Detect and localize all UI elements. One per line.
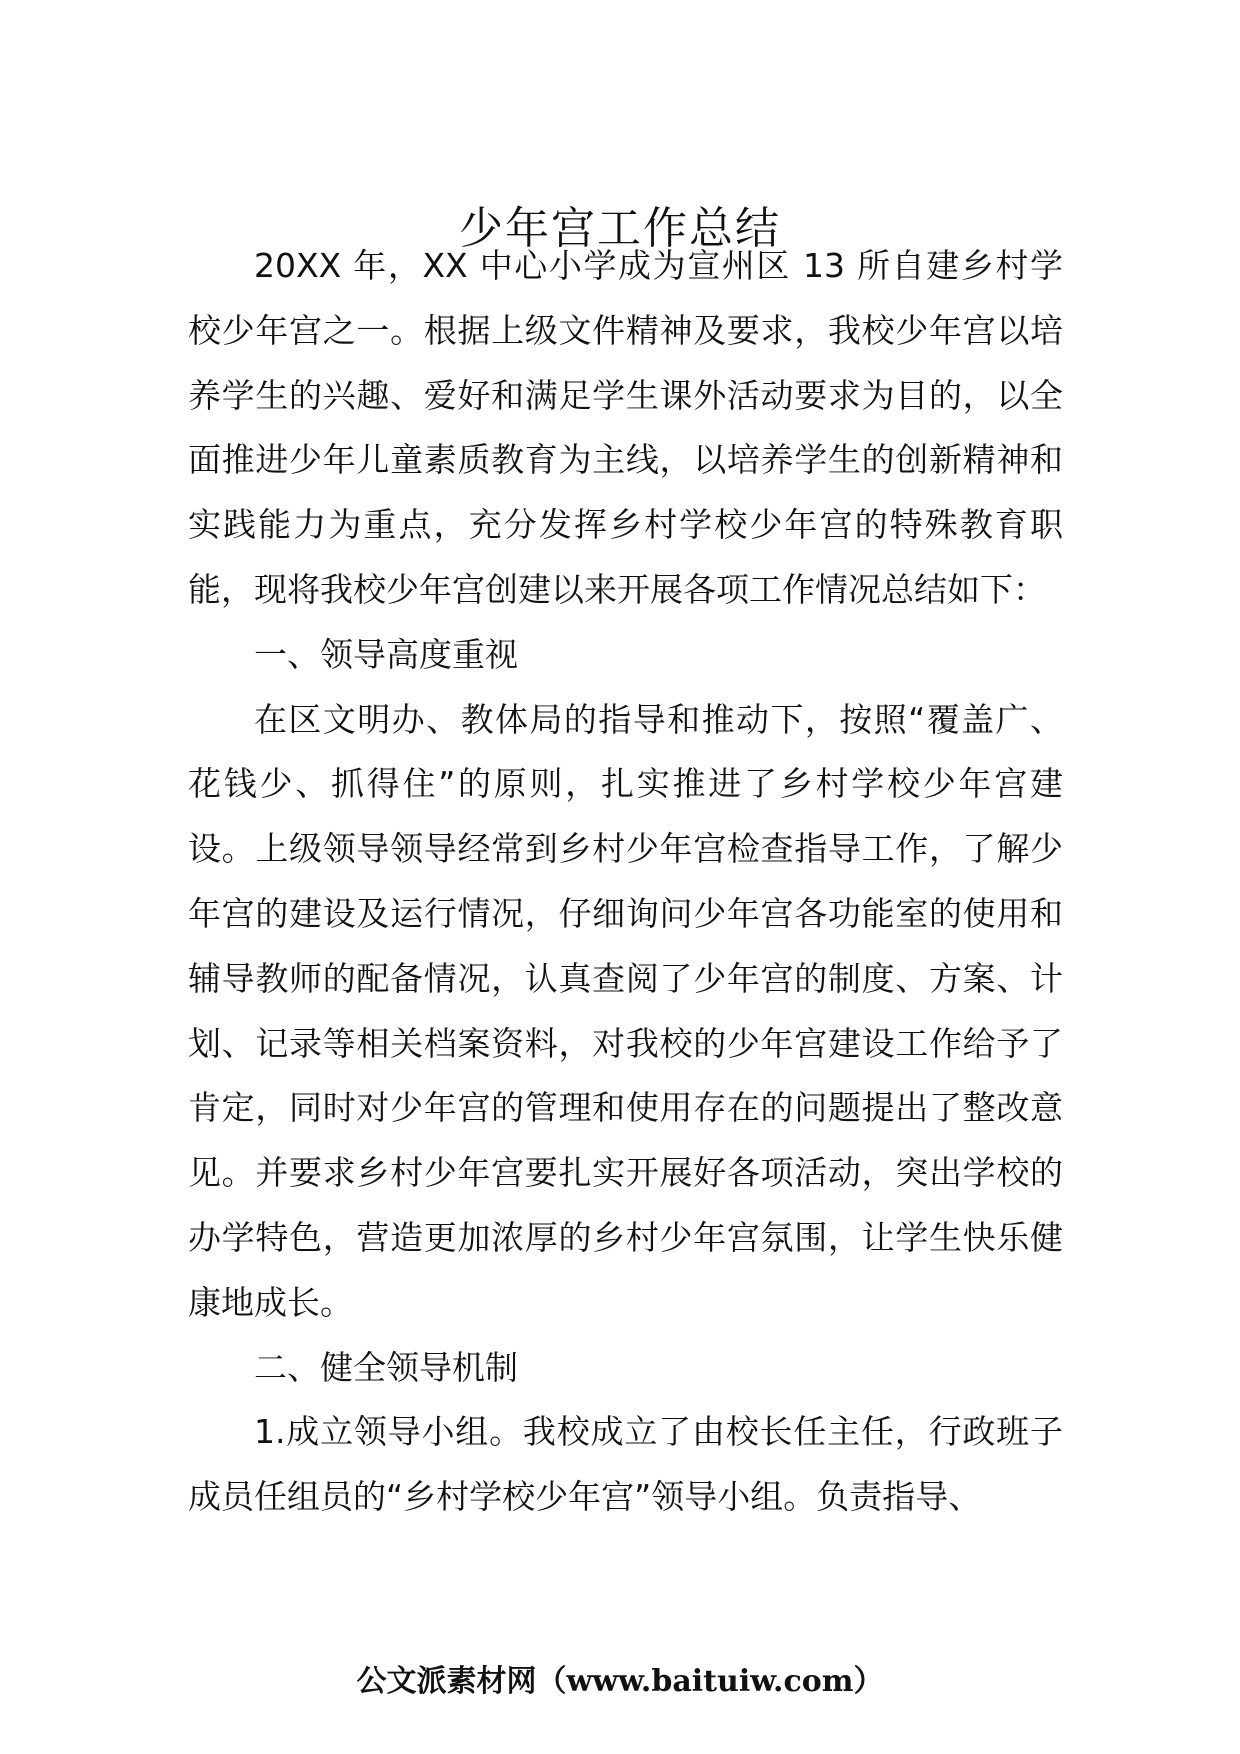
- document-body: [188, 234, 1063, 1530]
- footer-watermark: 公文派素材网（www.baituiw.com）: [356, 1664, 884, 1699]
- section-heading-2: 二、健全领导机制: [254, 1347, 518, 1387]
- document-title: 少年宫工作总结: [459, 203, 781, 255]
- paragraph-section-2-item-1: 1.成立领导小组。我校成立了由校长任主任，行政班子成员任组员的“乡村学校少年宫”领导小组。负责指导、: [188, 1412, 1063, 1517]
- paragraph-section-1: 在区文明办、教体局的指导和推动下，按照“覆盖广、花钱少、抓得住”的原则，扎实推进了乡村学校少年宫建设。上级领导领导经常到乡村少年宫检查指导工作，了解少年宫的建设及运行情况，仔细询问少年宫各功能室的使用和辅导教师的配备情况，认真查阅了少年宫的制度、方案、计划、记录等相关档案资料，对我校的少年宫建设工作给予了肯定，同时对少年宫的管理和使用存在的问题提出了整改意见。并要求乡村少年宫要扎实开展好各项活动，突出学校的办学特色，营造更加浓厚的乡村少年宫氛围，让学生快乐健康地成长。: [188, 699, 1063, 1322]
- paragraph-intro: 20XX 年，XX 中心小学成为宣州区 13 所自建乡村学校少年宫之一。根据上级文件精神及要求，我校少年宫以培养学生的兴趣、爱好和满足学生课外活动要求为目的，以全面推进少年儿童素质教育为主线，以培养学生的创新精神和实践能力为重点，充分发挥乡村学校少年宫的特殊教育职能，现将我校少年宫创建以来开展各项工作情况总结如下：: [188, 246, 1063, 609]
- section-heading-1: 一、领导高度重视: [254, 634, 518, 674]
